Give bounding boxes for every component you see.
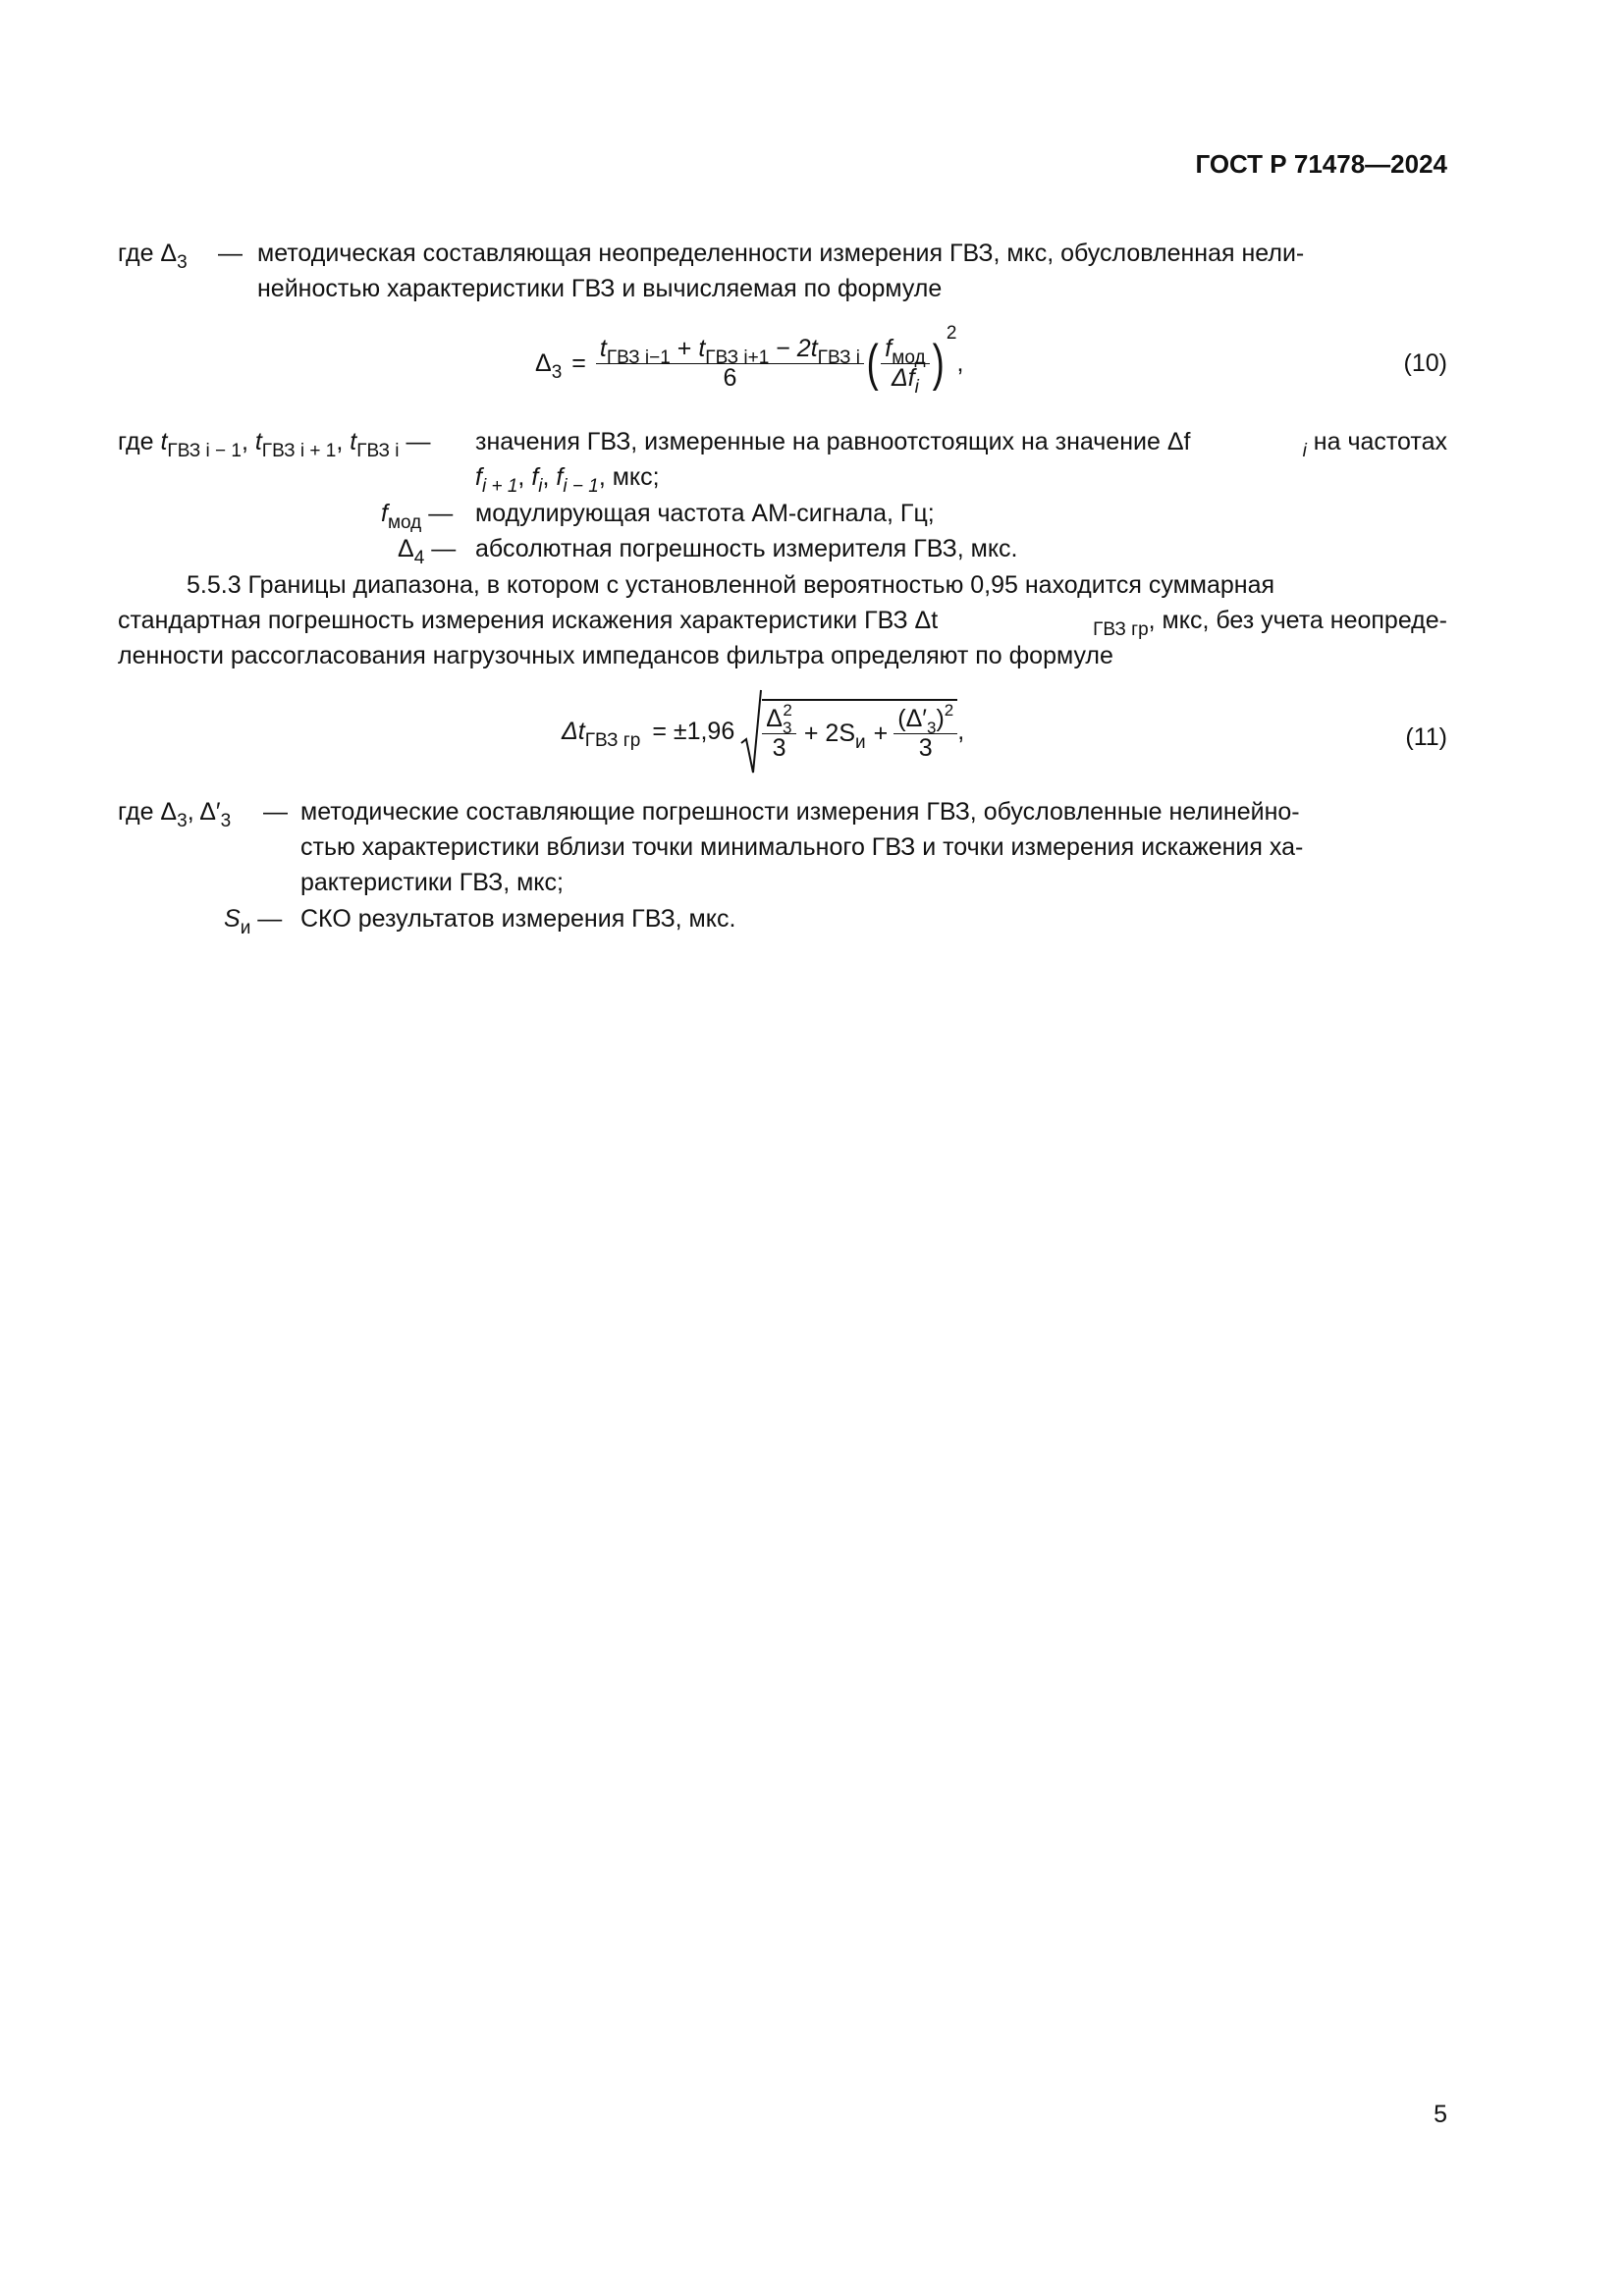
- plus-sign: +: [873, 719, 889, 747]
- paragraph-line: 5.5.3 Границы диапазона, в котором с установленной вероятностью 0,95 находится суммарная: [187, 571, 1275, 599]
- fmod-label: $f_{мод}$ —: [381, 500, 454, 533]
- where-delta3-label: где $\Delta_3$: [118, 240, 188, 273]
- left-paren: (: [866, 335, 879, 392]
- paragraph-line: стандартная погрешность измерения искажения характеристики ГВЗ Δt $_{ГВЗ гр}$, мкс, без учета неопреде-: [118, 607, 1447, 640]
- formula-lhs: $\Delta t_{ГВЗ гр}$: [562, 717, 641, 751]
- paragraph-line: ленности рассогласования нагрузочных импедансов фильтра определяют по формуле: [118, 642, 1113, 669]
- definition-line: значения ГВЗ, измеренные на равноотстоящих на значение Δf $_i$ на частотах: [475, 428, 1447, 461]
- comma: ,: [957, 717, 965, 745]
- definition-line: абсолютная погрешность измерителя ГВЗ, мкс.: [475, 535, 1018, 562]
- right-paren: ): [932, 335, 945, 392]
- formula-11: [562, 687, 964, 775]
- fraction-denominator: 6: [596, 363, 864, 393]
- equation-number: (10): [1403, 349, 1447, 377]
- delta4-label: $\Delta_4$ —: [398, 535, 457, 568]
- where-t-label: где $t_{ГВЗ i - 1}$, $t_{ГВЗ i + 1}$, $t_{ГВЗ i}$ —: [118, 428, 431, 461]
- definition-line: методическая составляющая неопределенности измерения ГВЗ, мкс, обусловленная нели-: [257, 240, 1305, 267]
- main-fraction: [596, 335, 864, 393]
- definition-line: нейностью характеристики ГВЗ и вычисляемая по формуле: [257, 275, 943, 302]
- s-label: $S_и$ —: [224, 905, 283, 938]
- formula-lhs: $\Delta_3$: [535, 348, 563, 383]
- formula-10: [535, 319, 963, 407]
- freq-fraction: [881, 334, 929, 398]
- definition-line: методические составляющие погрешности измерения ГВЗ, обусловленные нелинейно-: [300, 798, 1300, 826]
- freq-numerator: $f_{мод}$: [885, 334, 926, 368]
- fraction-numerator: $t_{ГВЗ i-1} + t_{ГВЗ i+1} - 2t_{ГВЗ i}$: [599, 334, 860, 368]
- definition-line: рактеристики ГВЗ, мкс;: [300, 869, 564, 896]
- freq-denominator: $\Delta f_i$: [881, 363, 929, 393]
- fraction-denominator: 3: [762, 733, 796, 763]
- equals-sign: =: [571, 348, 586, 377]
- sqrt-content: [762, 699, 957, 763]
- exponent: 2: [946, 323, 957, 344]
- definition-line: $f_{i + 1}$, $f_i$, $f_{i - 1}$, мкс;: [475, 463, 660, 497]
- middle-term: + $2S_и$: [803, 719, 866, 753]
- equals-coef: = ±1,96: [652, 717, 735, 745]
- where-delta3-prime-label: где $\Delta_3$, $\Delta'_3$: [118, 798, 232, 831]
- dash: —: [263, 798, 288, 826]
- delta3-prime-fraction: [893, 700, 957, 763]
- definition-line: стью характеристики вблизи точки минимального ГВЗ и точки измерения искажения ха-: [300, 833, 1304, 861]
- fraction-denominator: 3: [893, 733, 957, 763]
- dash: —: [218, 240, 243, 267]
- comma: ,: [956, 348, 964, 377]
- equation-number: (11): [1405, 723, 1447, 751]
- delta3-fraction: [762, 700, 796, 763]
- fraction-numerator: $(\Delta'_3)^2$: [897, 700, 954, 737]
- sqrt-sign-icon: [740, 688, 762, 774]
- document-header: ГОСТ Р 71478—2024: [1195, 149, 1447, 179]
- page-number: 5: [1434, 2101, 1447, 2128]
- fraction-numerator: $\Delta_3^2$: [766, 700, 792, 737]
- definition-line: модулирующая частота АМ-сигнала, Гц;: [475, 500, 935, 527]
- definition-line: СКО результатов измерения ГВЗ, мкс.: [300, 905, 736, 933]
